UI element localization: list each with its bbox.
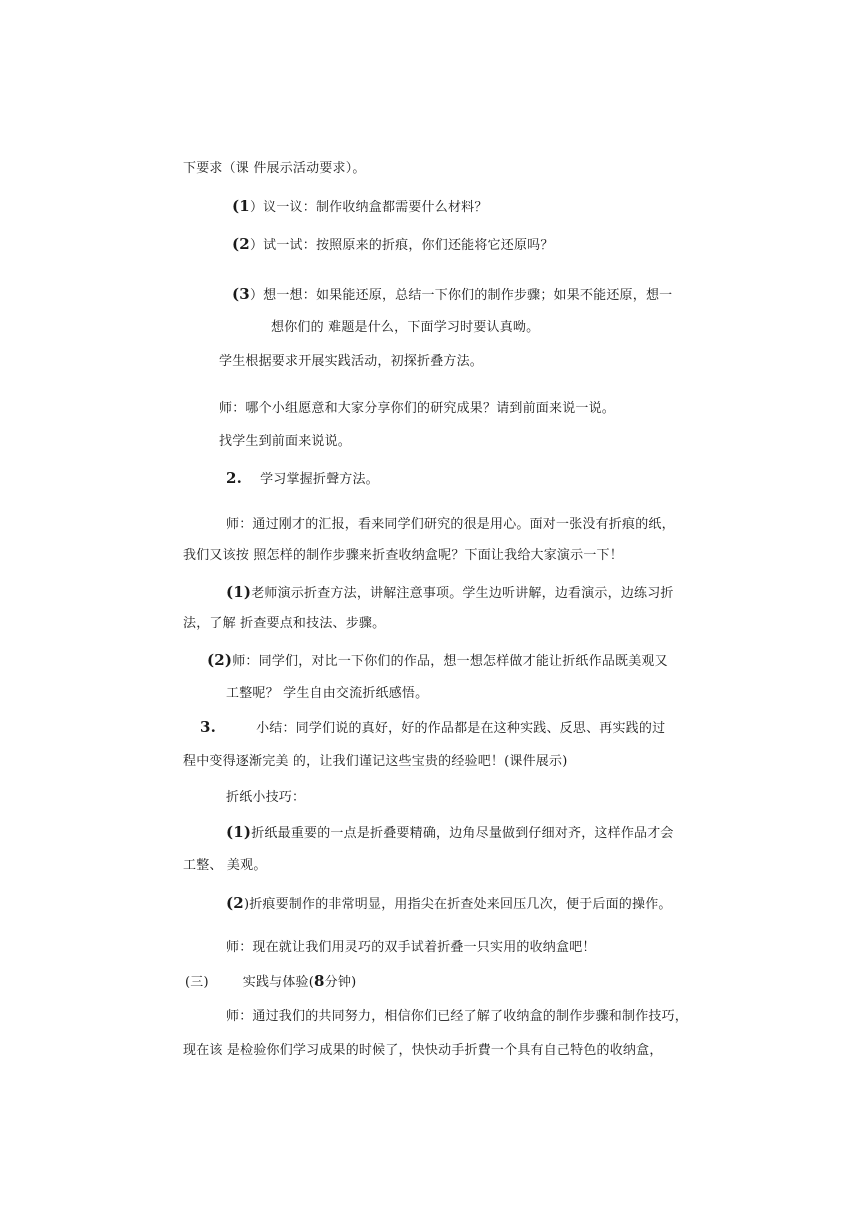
list-item-2 bbox=[232, 235, 554, 255]
item-number: (2) bbox=[207, 651, 233, 669]
item-text: 实践与体验( bbox=[242, 975, 315, 990]
text-line: 师：哪个小组愿意和大家分享你们的研究成果？请到前面来说一说。 bbox=[219, 401, 616, 416]
item-number: (1) bbox=[226, 823, 252, 841]
text-line: 法，了解 折查要点和技法、步骤。 bbox=[183, 616, 386, 631]
list-item-2 bbox=[226, 894, 672, 914]
minutes-value: 8 bbox=[314, 972, 325, 990]
item-text: ）议一议：制作收纳盒都需要什么材料？ bbox=[249, 200, 488, 215]
item-text: 折纸最重要的一点是折叠要精确，边角尽量做到仔细对齐，这样作品才会 bbox=[251, 826, 674, 841]
item-number: 3. bbox=[200, 718, 217, 736]
item-text: 师：同学们，对比一下你们的作品，想一想怎样做才能让折纸作品既美观又 bbox=[232, 654, 668, 669]
item-number: (三) bbox=[185, 975, 209, 990]
item-number: (3 bbox=[232, 285, 250, 303]
list-item-1 bbox=[226, 823, 674, 843]
text-line: 程中变得逐渐完美 的，让我们谨记这些宝贵的经验吧！(课件展示) bbox=[183, 754, 568, 769]
section-heading-3rd bbox=[185, 972, 356, 992]
text-line: 师：现在就让我们用灵巧的双手试着折叠一只实用的收纳盒吧！ bbox=[226, 940, 596, 955]
list-item-3 bbox=[232, 285, 672, 305]
text-line: 我们又该按 照怎样的制作步骤来折查收纳盒呢？下面让我给大家演示一下！ bbox=[183, 548, 623, 563]
text-line: 学生根据要求开展实践活动，初探折叠方法。 bbox=[219, 354, 484, 369]
text-line: 师：通过我们的共同努力，相信你们已经了解了收纳盒的制作步骤和制作技巧， bbox=[226, 1009, 689, 1024]
text-line: 下要求（课 件展示活动要求）。 bbox=[183, 161, 366, 176]
item-number: (2 bbox=[226, 894, 244, 912]
item-text: 学习掌握折聲方法。 bbox=[260, 472, 379, 487]
text-line: 现在该 是检验你们学习成果的时候了，快快动手折費一个具有自己特色的收纳盒， bbox=[183, 1043, 663, 1058]
item-text: 老师演示折查方法，讲解注意事项。学生边听讲解，边看演示，边练习折 bbox=[251, 586, 674, 601]
text-line: 折纸小技巧： bbox=[226, 790, 306, 805]
text-line: 找学生到前面来说说。 bbox=[219, 434, 352, 449]
text-line: 师：通过刚才的汇报，看来同学们研究的很是用心。面对一张没有折痕的纸， bbox=[226, 517, 675, 532]
section-heading-2 bbox=[226, 469, 379, 489]
list-item-1 bbox=[226, 583, 674, 603]
list-item-2 bbox=[207, 651, 668, 671]
list-item-1 bbox=[232, 197, 488, 217]
text-line: 工整呢？ 学生自由交流折纸感悟。 bbox=[226, 686, 429, 701]
item-text: 分钟) bbox=[324, 975, 357, 990]
item-text: ）试一试：按照原来的折痕，你们还能将它还原吗？ bbox=[249, 238, 554, 253]
item-text: )折痕要制作的非常明显，用指尖在折查处来回压几次，便于后面的操作。 bbox=[243, 897, 672, 912]
item-number: (1) bbox=[226, 583, 252, 601]
item-number: 2. bbox=[226, 469, 243, 487]
text-line: 工整、 美观。 bbox=[183, 858, 267, 873]
item-text: ）想一想：如果能还原，总结一下你们的制作步骤；如果不能还原，想一 bbox=[249, 288, 673, 303]
item-number: (2 bbox=[232, 235, 250, 253]
text-line: 想你们的 难题是什么，下面学习时要认真呦。 bbox=[271, 320, 540, 335]
item-text: 小结：同学们说的真好，好的作品都是在这种实践、反思、再实践的过 bbox=[256, 721, 666, 736]
section-heading-3 bbox=[200, 718, 665, 738]
item-number: (1 bbox=[232, 197, 250, 215]
